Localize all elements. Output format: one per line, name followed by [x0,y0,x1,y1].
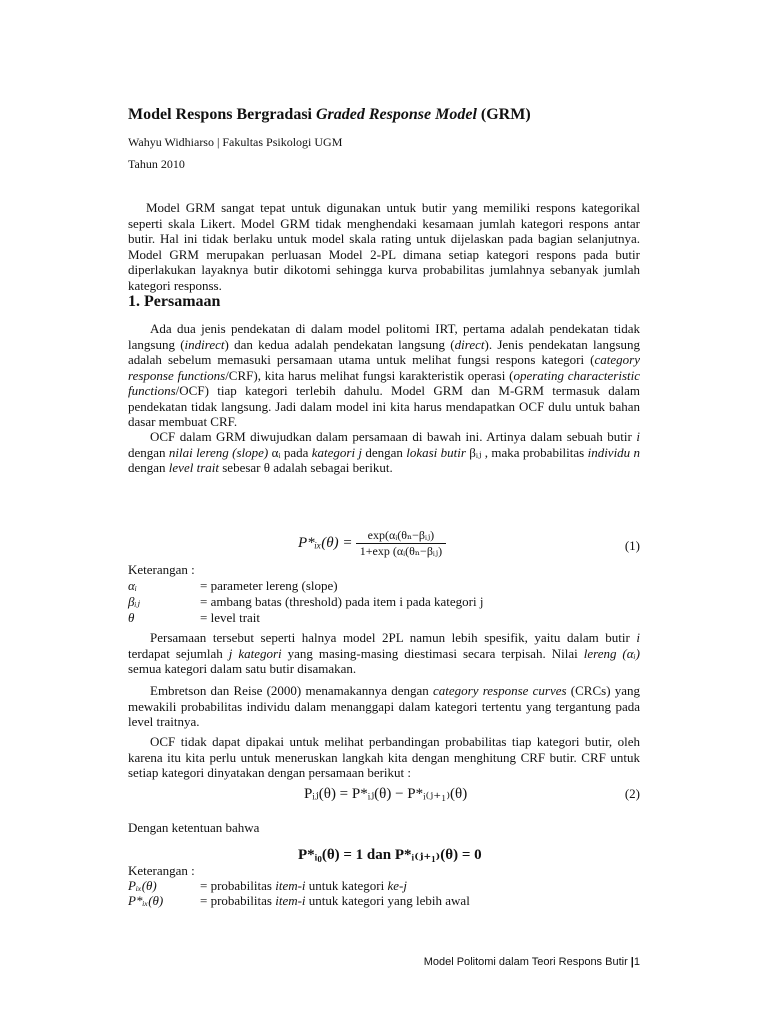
eq1-numerator: exp(αᵢ(θₙ−βᵢⱼ) [356,528,446,544]
key-description: = parameter lereng (slope) [200,578,338,593]
p2-italic-d: nilai lereng (slope) [168,444,269,460]
p3-text-g: semua kategori dalam satu butir disamakan. [128,661,357,676]
p2-text-e: αᵢ pada [268,444,312,460]
paragraph-crf: OCF tidak dapat dipakai untuk melihat perbandingan probabilitas tiap kategori butir, oleh karena itu kita perlu untuk meneruskan langkah kita dengan menghitung CRF butir. CRF untuk setiap kategori dinyatakan dengan persamaan berikut : [128,734,640,780]
p1-text-g: /CRF), kita harus melihat fungsi karakteristik operasi ( [225,367,514,383]
key-italic: item-i [275,893,306,908]
key-italic: ke-j [387,878,407,893]
equation-1-number: (1) [624,538,640,553]
keterangan-1-row [128,594,484,610]
p1-italic-b: indirect [184,336,225,352]
p3-italic-d: j kategori [228,645,282,661]
footer-separator: | [630,956,634,968]
keterangan-1-row [128,610,260,626]
p2-italic-j: individu n [587,444,641,460]
p2-text-i: βᵢⱼ , maka probabilitas [465,444,588,460]
p1-text-e: ). Jenis pendekatan langsung adalah sebelum memasuki persamaan utama untuk melihat fungsi respons kategori ( [128,336,640,367]
key-description: = level trait [200,610,261,625]
p1-italic-d: direct [454,336,485,352]
equation-1 [298,528,446,559]
key-text: untuk kategori yang lebih awal [305,893,470,908]
key-symbol: P*ᵢₓ(θ) [128,893,164,908]
p3-text-e: yang masing-masing diestimasi secara terpisah. Nilai [281,645,584,661]
section-heading: 1. Persamaan [128,293,221,310]
keterangan-2-label: Keterangan : [128,863,195,878]
equation-3: P*ᵢ₀(θ) = 1 dan P*ᵢ₍ⱼ₊₁₎(θ) = 0 [298,847,482,863]
paragraph-ocf [128,429,640,476]
key-text: untuk kategori [305,878,388,893]
key-symbol: θ [128,610,135,625]
key-symbol: βᵢⱼ [128,594,140,609]
paragraph-2pl [128,630,640,677]
equation-2-number: (2) [624,786,640,801]
title-main: Model Respons Bergradasi [128,106,316,123]
keterangan-1-row [128,578,338,594]
paragraph-embretson [128,683,640,730]
p1-italic-h: operating characteristic functions [128,367,640,398]
eq1-fraction [356,528,446,559]
p4-text-a: Embretson dan Reise (2000) menamakannya dengan [150,683,434,698]
key-text: = probabilitas [200,893,276,908]
key-text: = probabilitas [200,878,276,893]
title-suffix: (GRM) [476,106,531,123]
p2-text-k: dengan [128,460,169,475]
p2-italic-h: lokasi butir [406,444,466,460]
p3-text-c: terdapat sejumlah [128,645,229,661]
author-line: Wahyu Widhiarso | Fakultas Psikologi UGM [128,135,343,149]
p3-text-a: Persamaan tersebut seperti halnya model 2PL namun lebih spesifik, yaitu dalam butir [150,630,637,645]
keterangan-2-row [128,878,407,894]
p2-italic-l: level trait [168,460,219,475]
p2-italic-f: kategori j [311,444,363,460]
p1-italic-f: category response functions [128,352,640,383]
page-footer [424,956,640,968]
title-italic: Graded Response Model [316,106,477,123]
key-italic: item-i [275,878,306,893]
p1-text-c: ) dan kedua adalah pendekatan langsung ( [224,336,455,352]
p2-text-g: dengan [362,444,407,460]
p2-text-c: dengan [128,444,169,460]
p2-text-m: sebesar θ adalah sebagai berikut. [218,460,393,475]
p1-text-i: /OCF) tiap kategori terlebih dahulu. Model GRM dan M-GRM termasuk dalam pendekatan tidak langsung. Jadi dalam model ini kita harus mendapatkan OCF dulu untuk bahan dasar membuat CRF. [128,383,640,429]
intro-paragraph: Model GRM sangat tepat untuk digunakan untuk butir yang memiliki respons kategorikal seperti skala Likert. Model GRM tidak menghendaki kesamaan jumlah kategori respons antar butir. Hal ini tidak berlaku untuk model skala rating untuk dijelaskan pada bagian selanjutnya. Model GRM merupakan perluasan Model 2-PL dimana setiap kategori respons pada butir diperlakukan layaknya butir dikotomi sehingga kurva probabilitas jumlahnya sebanyak jumlah kategori responss. [128,200,640,293]
key-description: = ambang batas (threshold) pada item i pada kategori j [200,594,484,609]
page-number: 1 [633,956,640,968]
equation-2: Pᵢⱼ(θ) = P*ᵢⱼ(θ) − P*ᵢ₍ⱼ₊₁₎(θ) [304,786,468,802]
keterangan-1-label: Keterangan : [128,562,195,577]
p3-italic-f: lereng (αᵢ) [583,645,640,661]
p4-text-c: (CRCs) yang mewakili probabilitas individu dalam menanggapi dalam kategori tertentu yang tergantung pada level traitnya. [128,683,641,729]
key-symbol: αᵢ [128,578,137,593]
p3-italic-b: i [636,630,640,645]
keterangan-2-row [128,893,470,909]
p4-italic-b: category response curves [433,683,567,698]
p2-text-a: OCF dalam GRM diwujudkan dalam persamaan di bawah ini. Artinya dalam sebuah butir [150,429,637,444]
paragraph-approaches [128,321,640,430]
key-symbol: Pᵢₓ(θ) [128,878,157,893]
eq1-lhs: P*ᵢₓ(θ) = [298,535,353,551]
document-title [128,106,531,124]
footer-text: Model Politomi dalam Teori Respons Butir [423,956,631,968]
p1-text-a: Ada dua jenis pendekatan di dalam model politomi IRT, pertama adalah pendekatan tidak langsung ( [128,321,640,352]
paragraph-ketentuan: Dengan ketentuan bahwa [128,820,260,835]
p2-italic-b: i [636,429,640,444]
year-line: Tahun 2010 [128,157,185,171]
eq1-denominator: 1+exp (αᵢ(θₙ−βᵢⱼ) [359,544,443,558]
